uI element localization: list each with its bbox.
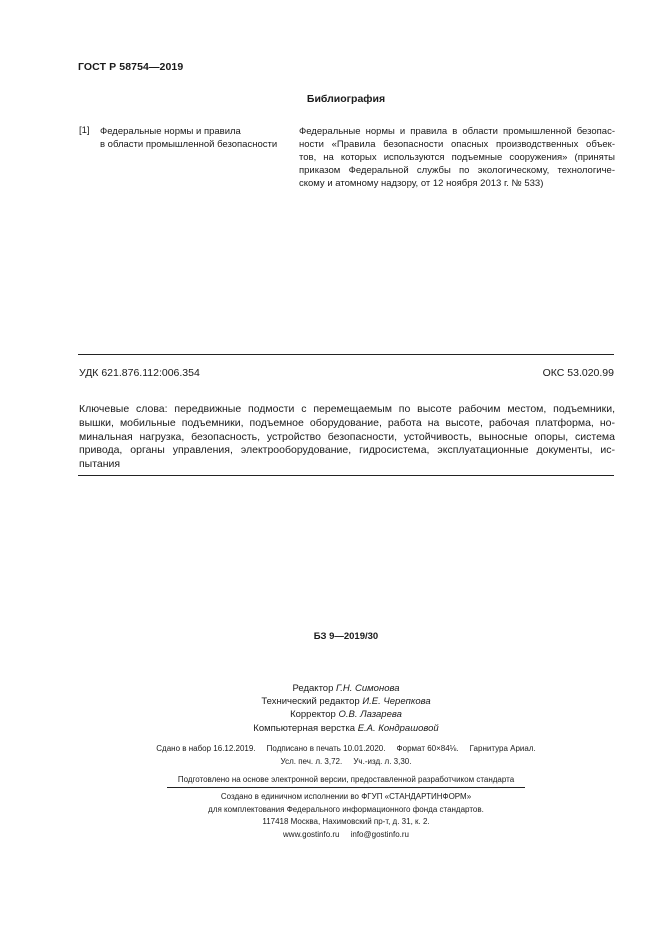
keywords-line: вышки, мобильные подъемники, подъемное оборудование, работа на высоте, рабочая платформа, но- [79, 416, 615, 429]
description-line: скому и атомному надзору, от 12 ноября 2013 г. № 533) [299, 178, 544, 189]
oks-code: ОКС 53.020.99 [542, 367, 614, 379]
bibliography-entry-number: [1] [79, 125, 90, 136]
source-line: Федеральные нормы и правила [100, 126, 241, 137]
address-line: www.gostinfo.ru info@gostinfo.ru [283, 829, 409, 839]
staff-tech-editor: Технический редактор И.Е. Черепкова [261, 696, 431, 708]
bibliography-title: Библиография [306, 93, 386, 105]
imprint-line: Усл. печ. л. 3,72. Уч.-изд. л. 3,30. [280, 756, 412, 766]
publisher-info [0, 791, 661, 816]
divider-short [167, 787, 525, 788]
keywords-line: Ключевые слова: передвижные подмости с перемещаемым по высоте рабочим местом, подъемники, [79, 403, 615, 415]
bibliography-entry-description [299, 125, 615, 190]
staff-proofreader: Корректор О.В. Лазарева [290, 709, 402, 721]
publisher-line: для комплектования Федерального информационного фонда стандартов. [208, 804, 484, 814]
imprint-line: Сдано в набор 16.12.2019. Подписано в печать 10.01.2020. Формат 60×84⅛. Гарнитура Ариал. [156, 744, 536, 753]
staff-layout: Компьютерная верстка Е.А. Кондрашовой [253, 722, 439, 734]
keywords-line: минальная нагрузка, безопасность, устройство безопасности, устойчивость, выносные опоры, система [79, 430, 615, 443]
divider-top [78, 354, 614, 355]
document-header: ГОСТ Р 58754—2019 [78, 61, 184, 73]
keywords-line: привода, органы управления, электрооборудование, гидросистема, эксплуатационные документы, ис- [79, 444, 615, 457]
description-line: приказом Федеральной службы по экологическому, технологиче- [299, 165, 615, 176]
keywords-line: пытания [79, 458, 121, 471]
bz-number: БЗ 9—2019/30 [313, 631, 379, 642]
description-line: Федеральные нормы и правила в области промышленной безопас- [299, 126, 615, 137]
address-line: 117418 Москва, Нахимовский пр-т, д. 31, к. 2. [262, 817, 430, 826]
divider-bottom [78, 475, 614, 476]
publisher-line: Создано в единичном исполнении во ФГУП «СТАНДАРТИНФОРМ» [220, 792, 472, 801]
source-line: в области промышленной безопасности [100, 139, 278, 150]
prepared-note: Подготовлено на основе электронной версии, предоставленной разработчиком стандарта [177, 775, 515, 784]
description-line: ности «Правила безопасности опасных производственных объек- [299, 139, 615, 150]
description-line: тов, на которых используются подъемные сооружения» (приняты [299, 152, 615, 163]
imprint-info [0, 743, 661, 768]
udk-code: УДК 621.876.112:006.354 [79, 367, 200, 379]
bibliography-entry-source [100, 125, 295, 151]
staff-editor: Редактор Г.Н. Симонова [292, 683, 400, 694]
publisher-address [0, 816, 661, 841]
keywords-block [79, 403, 615, 472]
editorial-staff [0, 682, 661, 735]
